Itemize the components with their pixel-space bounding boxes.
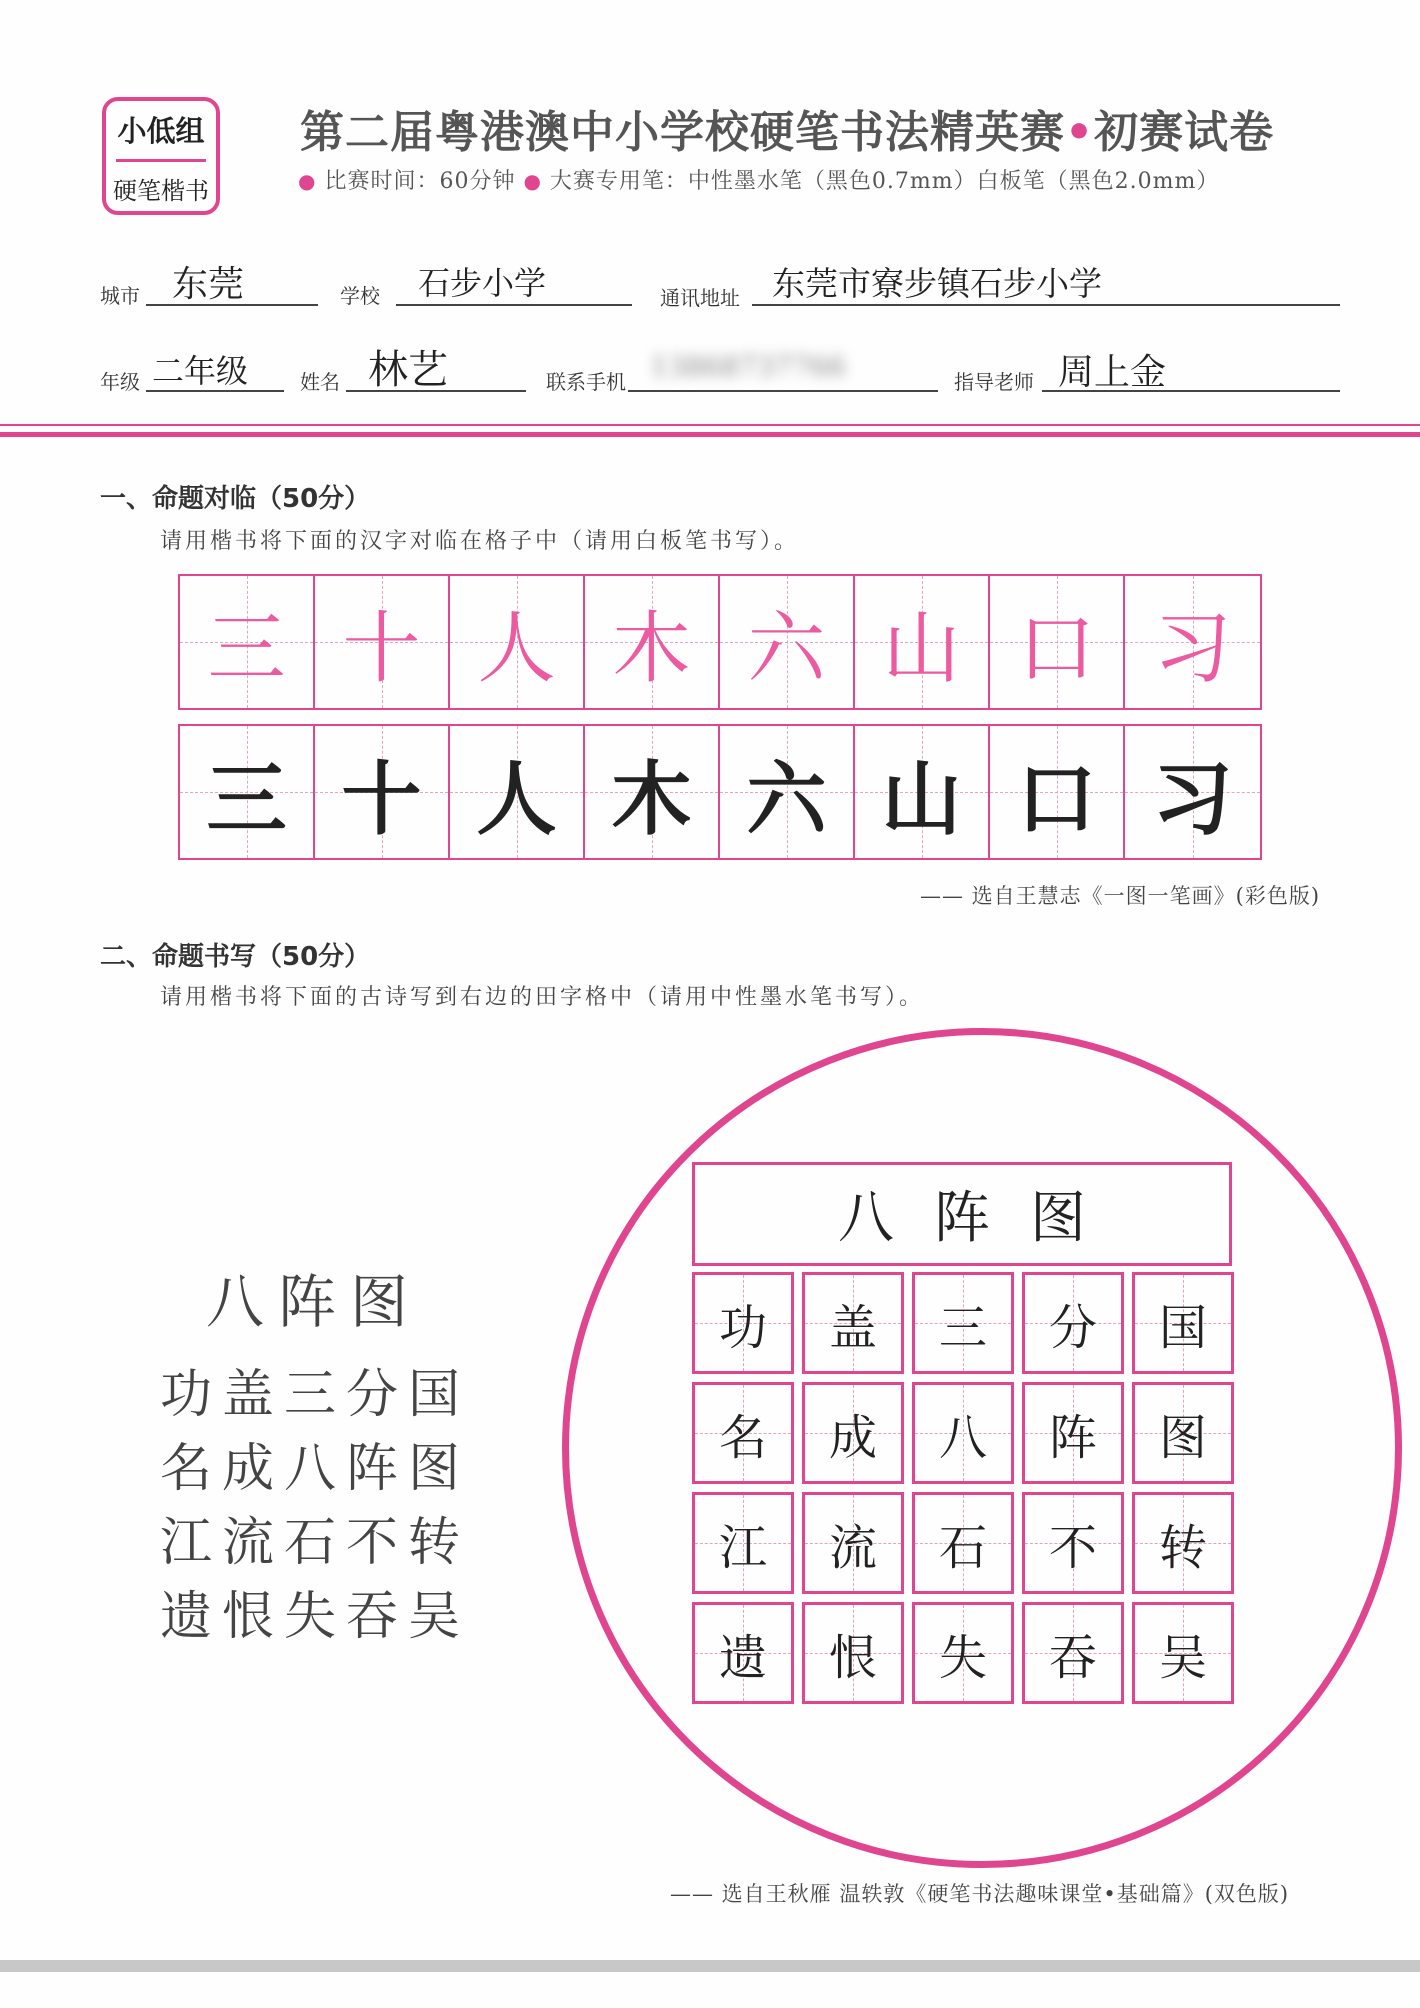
practice-cell[interactable]: [1022, 1602, 1124, 1704]
practice-char: 吞: [1048, 1629, 1097, 1686]
phone-label: 联系手机: [546, 370, 626, 394]
contest-time: 比赛时间：60分钟: [324, 169, 516, 194]
teacher-value: 周上金: [1058, 352, 1167, 393]
practice-char: 分: [1048, 1299, 1097, 1356]
practice-cell[interactable]: [692, 1382, 794, 1484]
written-cell[interactable]: [990, 726, 1125, 858]
address-value: 东莞市寮步镇石步小学: [772, 264, 1102, 303]
model-cell: [180, 576, 315, 708]
address-label: 通讯地址: [660, 286, 740, 310]
name-value: 林艺: [368, 347, 448, 393]
contest-info: [298, 164, 1219, 195]
section2-title: 二、命题书写（50分）: [100, 942, 371, 972]
practice-char: 恨: [828, 1629, 877, 1686]
section1-title: 一、命题对临（50分）: [100, 484, 371, 514]
name-label: 姓名: [300, 370, 340, 394]
model-char: 山: [882, 604, 961, 694]
practice-char: 国: [1158, 1299, 1207, 1356]
practice-cell[interactable]: [802, 1272, 904, 1374]
practice-char: 图: [1158, 1409, 1207, 1466]
city-label: 城市: [100, 284, 140, 308]
city-value: 东莞: [172, 264, 245, 305]
written-cell[interactable]: [450, 726, 585, 858]
model-cell: [450, 576, 585, 708]
school-label: 学校: [340, 284, 380, 308]
group-badge: [102, 97, 220, 215]
practice-cell[interactable]: [1022, 1492, 1124, 1594]
written-char: 六: [746, 751, 827, 846]
practice-char: 吴: [1158, 1629, 1207, 1686]
practice-char: 失: [938, 1629, 987, 1686]
practice-cell[interactable]: [912, 1272, 1014, 1374]
practice-char: 八: [938, 1409, 987, 1466]
model-char: 口: [1017, 604, 1096, 694]
grade-label: 年级: [100, 370, 140, 394]
bullet-icon: ●: [523, 169, 542, 193]
practice-cell[interactable]: [1132, 1272, 1234, 1374]
model-char: 习: [1153, 604, 1232, 694]
title-suffix: 初赛试卷: [1094, 107, 1275, 158]
practice-cell[interactable]: [912, 1492, 1014, 1594]
written-cell[interactable]: [585, 726, 720, 858]
title-main: 第二届粤港澳中小学校硬笔书法精英赛: [300, 107, 1065, 158]
teacher-label: 指导老师: [954, 370, 1034, 394]
model-char: 十: [342, 604, 421, 694]
bullet-icon: ●: [298, 169, 317, 193]
practice-char: 江: [718, 1519, 767, 1576]
model-char: 六: [747, 604, 826, 694]
written-char: 山: [881, 751, 962, 846]
model-cell: [585, 576, 720, 708]
poem-line-4: 遗恨失吞吴: [160, 1587, 471, 1647]
model-char: 三: [207, 604, 286, 694]
practice-cell[interactable]: [802, 1492, 904, 1594]
model-cell: [720, 576, 855, 708]
practice-char: 成: [828, 1409, 877, 1466]
practice-char: 三: [938, 1299, 987, 1356]
written-cell[interactable]: [1125, 726, 1260, 858]
practice-title-box: [692, 1162, 1232, 1266]
contest-pen: 大赛专用笔：中性墨水笔（黑色0.7mm）白板笔（黑色2.0mm）: [549, 169, 1220, 194]
section1-instruction: 请用楷书将下面的汉字对临在格子中（请用白板笔书写）。: [160, 529, 800, 554]
practice-cell[interactable]: [692, 1272, 794, 1374]
practice-cell[interactable]: [1132, 1492, 1234, 1594]
school-value: 石步小学: [418, 264, 547, 302]
practice-cell[interactable]: [802, 1382, 904, 1484]
section1-credit: —— 选自王慧志《一图一笔画》(彩色版): [920, 884, 1321, 908]
phone-value: 13868737766: [650, 350, 846, 383]
section2-instruction: 请用楷书将下面的古诗写到右边的田字格中（请用中性墨水笔书写）。: [160, 985, 925, 1010]
practice-cell[interactable]: [1132, 1602, 1234, 1704]
poem-line-3: 江流石不转: [160, 1513, 471, 1573]
model-char: 人: [477, 604, 556, 694]
poem-line-1: 功盖三分国: [160, 1365, 471, 1425]
written-char: 习: [1152, 751, 1233, 846]
title-dot: •: [1065, 107, 1095, 158]
practice-cell[interactable]: [912, 1382, 1014, 1484]
written-cell[interactable]: [315, 726, 450, 858]
practice-cell[interactable]: [802, 1602, 904, 1704]
practice-char: 遗: [718, 1629, 767, 1686]
header-divider-thin: [0, 424, 1420, 426]
page-title: [300, 96, 1274, 160]
practice-char: 名: [718, 1409, 767, 1466]
practice-cell[interactable]: [692, 1602, 794, 1704]
written-cell[interactable]: [855, 726, 990, 858]
written-char: 口: [1016, 751, 1097, 846]
grade-value: 二年级: [152, 352, 249, 390]
written-char: 三: [206, 751, 287, 846]
header-divider-thick: [0, 432, 1420, 437]
model-char: 木: [612, 604, 691, 694]
practice-cell[interactable]: [1022, 1382, 1124, 1484]
practice-char: 盖: [828, 1299, 877, 1356]
practice-char: 流: [828, 1519, 877, 1576]
written-cell[interactable]: [720, 726, 855, 858]
practice-cell[interactable]: [692, 1492, 794, 1594]
model-cell: [315, 576, 450, 708]
badge-group-label: 小低组: [117, 114, 205, 148]
practice-title: 八阵图: [838, 1186, 1126, 1251]
badge-divider: [116, 159, 206, 162]
practice-char: 转: [1158, 1519, 1207, 1576]
model-cell: [1125, 576, 1260, 708]
practice-char: 不: [1048, 1519, 1097, 1576]
written-cell[interactable]: [180, 726, 315, 858]
poem-title: 八阵图: [206, 1268, 423, 1336]
model-cell: [990, 576, 1125, 708]
practice-char: 功: [718, 1299, 767, 1356]
poem-line-2: 名成八阵图: [160, 1439, 471, 1499]
written-char: 十: [341, 751, 422, 846]
practice-char: 石: [938, 1519, 987, 1576]
section2-credit: —— 选自王秋雁 温轶敦《硬笔书法趣味课堂•基础篇》(双色版): [670, 1882, 1290, 1906]
practice-cell[interactable]: [1022, 1272, 1124, 1374]
badge-style-label: 硬笔楷书: [113, 177, 209, 205]
written-char-row[interactable]: [178, 724, 1262, 860]
written-char: 木: [611, 751, 692, 846]
model-char-row: [178, 574, 1262, 710]
footer-bar: [0, 1960, 1420, 1972]
practice-char: 阵: [1048, 1409, 1097, 1466]
practice-cell[interactable]: [1132, 1382, 1234, 1484]
written-char: 人: [476, 751, 557, 846]
practice-cell[interactable]: [912, 1602, 1014, 1704]
model-cell: [855, 576, 990, 708]
